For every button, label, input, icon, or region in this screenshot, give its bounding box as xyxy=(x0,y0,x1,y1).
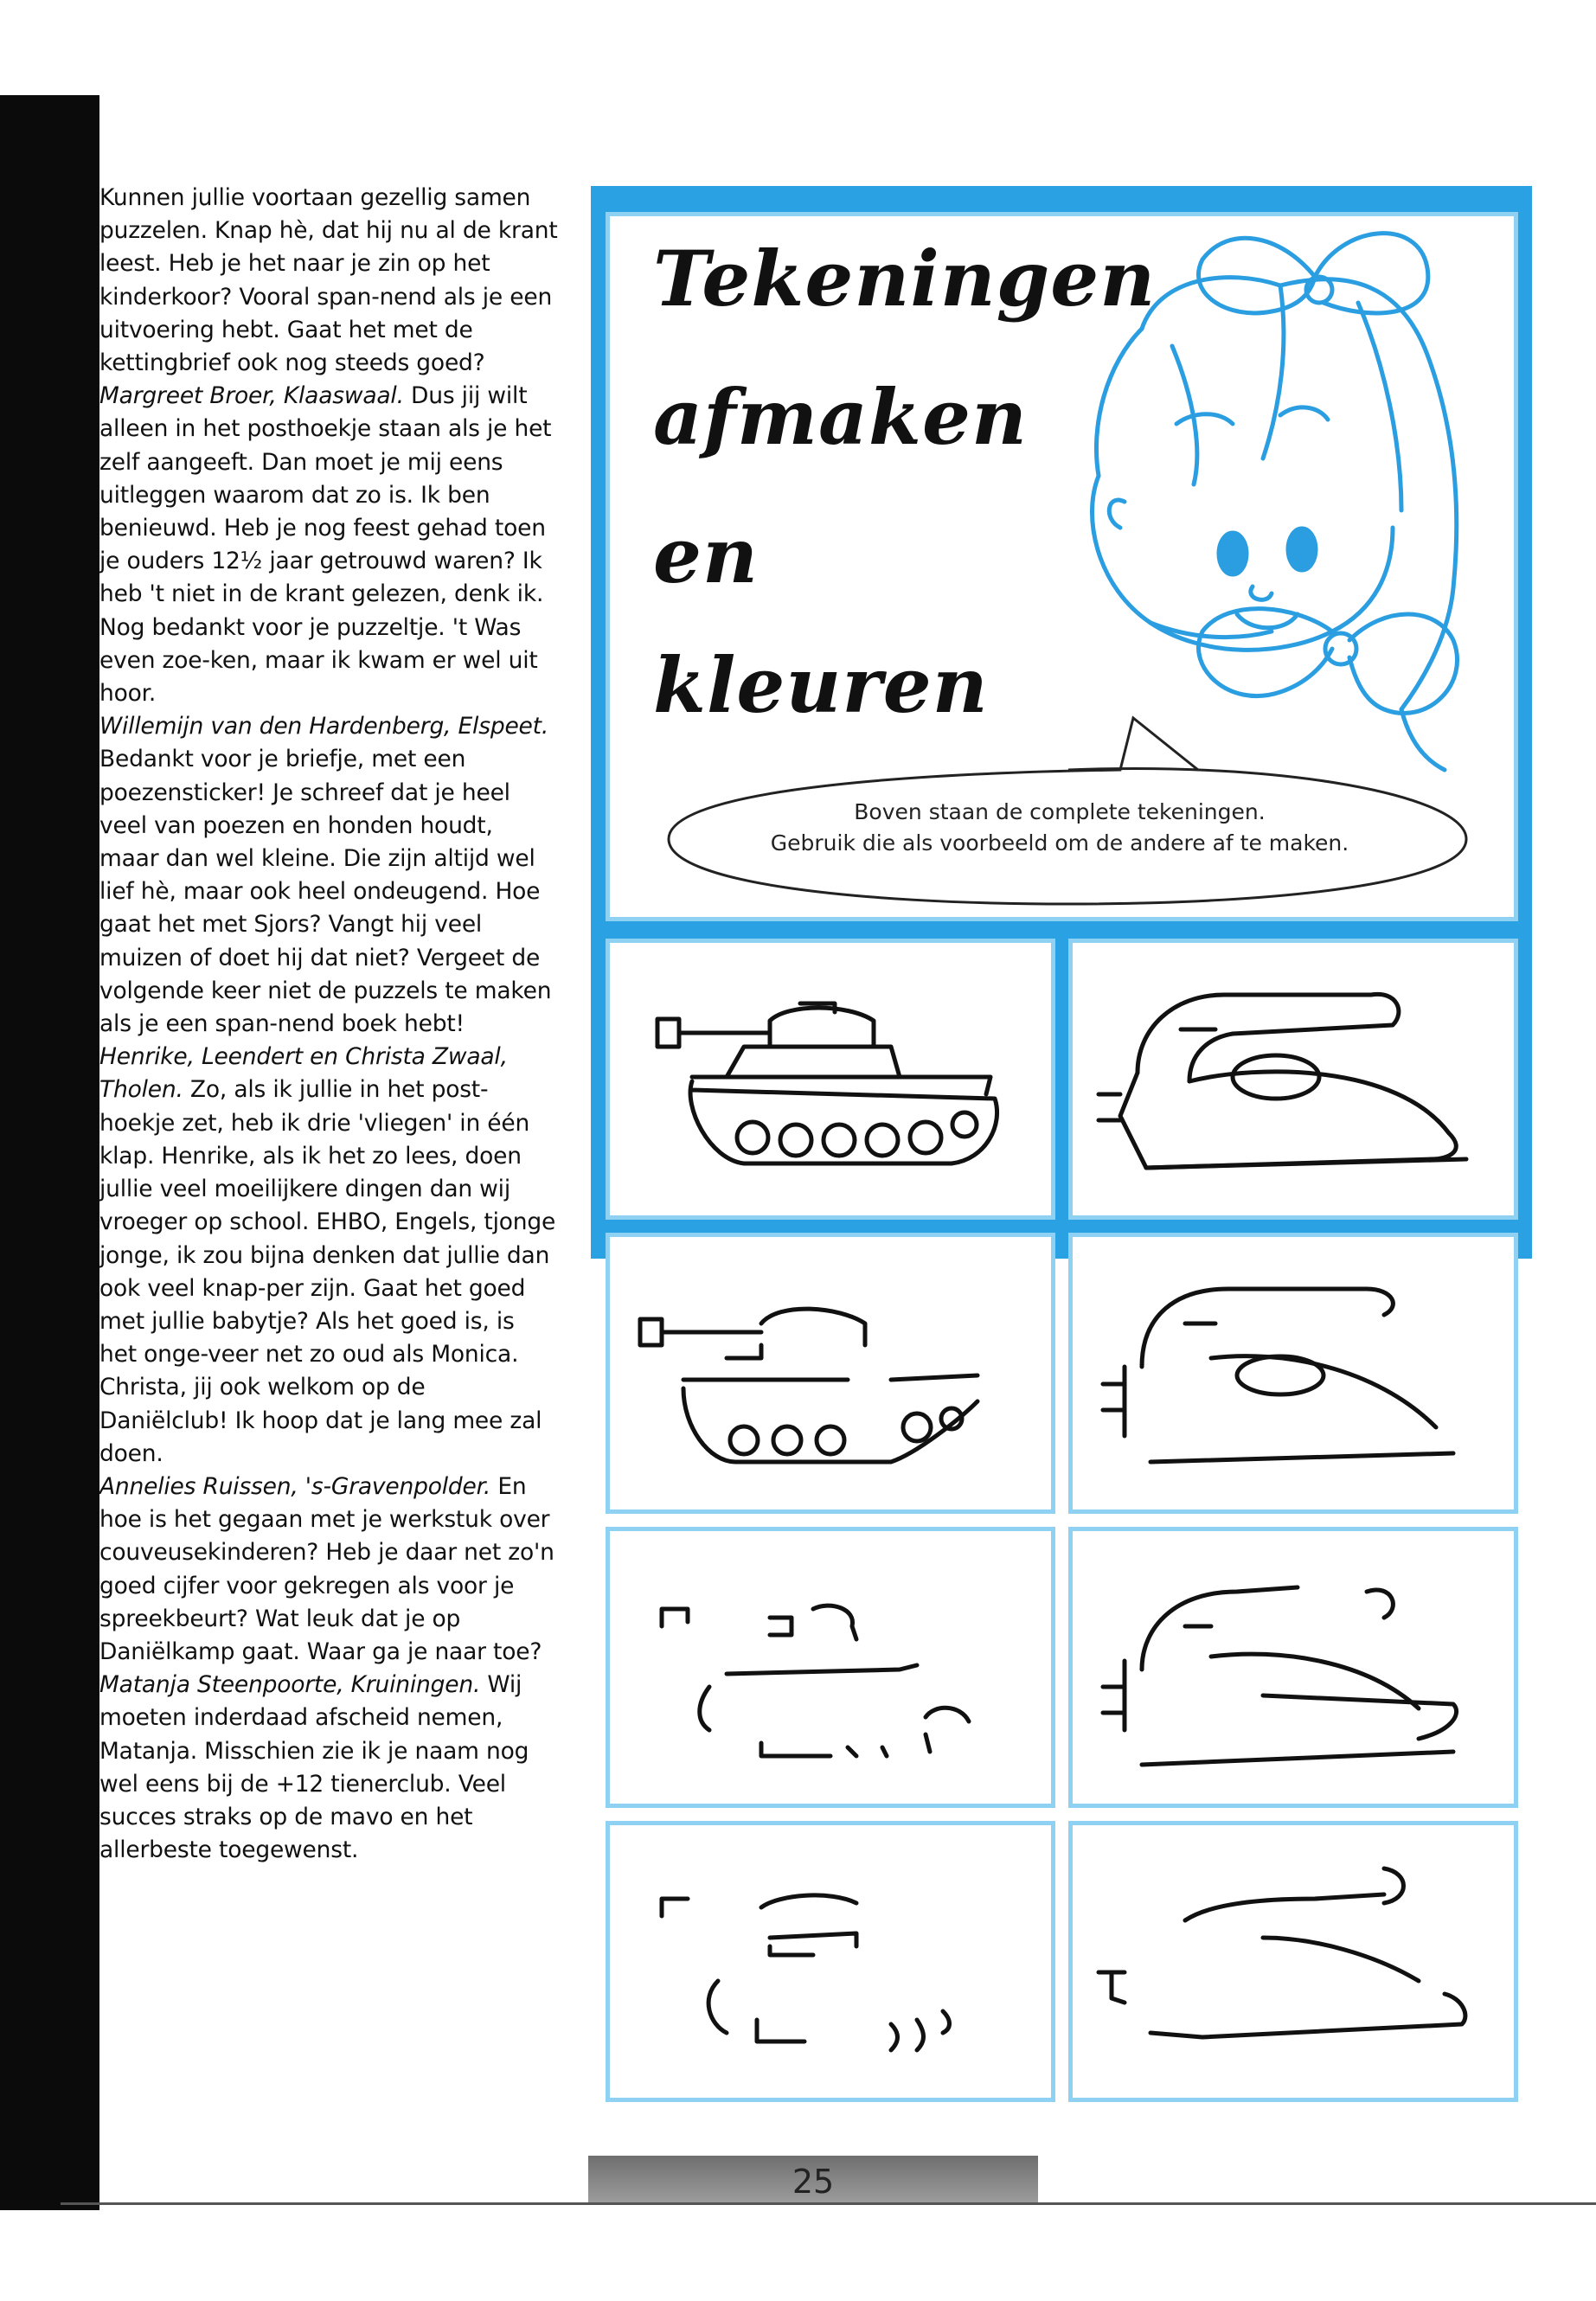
page-footer-band xyxy=(588,2156,1038,2204)
iron-icon xyxy=(1090,1851,1505,2076)
tank-icon xyxy=(640,1583,1021,1791)
activity-title-line-3: en xyxy=(653,510,759,600)
letter-writer: Margreet Broer, Klaaswaal. xyxy=(99,382,404,410)
letter-3 xyxy=(99,710,558,1041)
instruction-line-1: Boven staan de complete tekeningen. xyxy=(854,799,1266,824)
letter-text: Wij moeten inderdaad afscheid nemen, Matanja. Misschien zie ik je naam nog wel eens bij de +12 tienerclub. Veel succes straks op de mavo en het allerbeste toegewenst. xyxy=(99,1671,529,1864)
tank-icon xyxy=(631,1289,1012,1497)
iron-icon xyxy=(1090,1263,1505,1488)
letter-6 xyxy=(99,1669,558,1867)
letter-writer: Annelies Ruissen, 's-Gravenpolder. xyxy=(99,1472,491,1500)
letter-text: Dus jij wilt alleen in het posthoekje staan als je het zelf aangeeft. Dan moet je mij eens uitleggen waarom dat zo is. Ik ben benieuwd. Heb je nog feest gehad toen je ouders 12½ jaar getrouwd waren? Ik heb 't niet in de krant gelezen, denk ik. Nog bedankt voor je puzzeltje. 't Was even zoe-ken, maar ik kwam er wel uit hoor. xyxy=(99,382,552,708)
letter-4 xyxy=(99,1041,558,1471)
letter-1 xyxy=(99,182,558,380)
black-margin-bar xyxy=(0,95,99,2210)
tank-icon xyxy=(640,1868,1021,2076)
letter-5 xyxy=(99,1471,558,1669)
bottom-rule xyxy=(61,2202,1596,2205)
letter-writer: Willemijn van den Hardenberg, Elspeet. xyxy=(99,713,549,740)
activity-title-line-1: Tekeningen xyxy=(653,234,1157,324)
activity-title-line-2: afmaken xyxy=(653,372,1028,462)
letter-text: Kunnen jullie voortaan gezellig samen puzzelen. Knap hè, dat hij nu al de krant leest. Heb je het naar je zin op het kinderkoor? Vooral span-nend als je een uitvoering hebt. Gaat het met de kettingbrief ook nog steeds goed? xyxy=(99,184,558,377)
letters-column xyxy=(99,182,558,1867)
letter-writer: Matanja Steenpoorte, Kruiningen. xyxy=(99,1671,481,1699)
instruction-line-2: Gebruik die als voorbeeld om de andere af te maken. xyxy=(770,830,1349,856)
tank-icon xyxy=(640,986,1021,1194)
letter-text: En hoe is het gegaan met je werkstuk over couveusekinderen? Heb je daar net zo'n goed cijfer voor gekregen als voor je spreekbeurt? Wat leuk dat je op Daniëlkamp gaat. Waar ga je naar toe? xyxy=(99,1472,554,1665)
iron-icon xyxy=(1086,977,1501,1202)
letter-writer: Henrike, Leendert en Christa Zwaal, Tholen. xyxy=(99,1043,508,1104)
page-number: 25 xyxy=(792,2163,835,2201)
iron-icon xyxy=(1090,1557,1505,1782)
letter-2 xyxy=(99,380,558,710)
letter-text: Zo, als ik jullie in het post-hoekje zet, heb ik drie 'vliegen' in één klap. Henrike, als ik het zo lees, doen jullie veel moeilijkere dingen dan wij vroeger op school. EHBO, Engels, tjonge jonge, ik zou bijna denken dat jullie dan ook veel knap-per zijn. Gaat het goed met jullie babytje? Als het goed is, is het onge-veer net zo oud als Monica. Christa, jij ook welkom op de Daniëlclub! Ik hoop dat je lang mee zal doen. xyxy=(99,1076,556,1467)
activity-title-line-4: kleuren xyxy=(653,640,989,730)
letter-text: Bedankt voor je briefje, met een poezensticker! Je schreef dat je heel veel van poezen en honden houdt, maar dan wel kleine. Die zijn altijd wel lief hè, maar ook heel ondeugend. Hoe gaat het met Sjors? Vangt hij veel muizen of doet hij dat niet? Vergeet de volgende keer niet de puzzels te maken als je een span-nend boek hebt! xyxy=(99,746,552,1038)
